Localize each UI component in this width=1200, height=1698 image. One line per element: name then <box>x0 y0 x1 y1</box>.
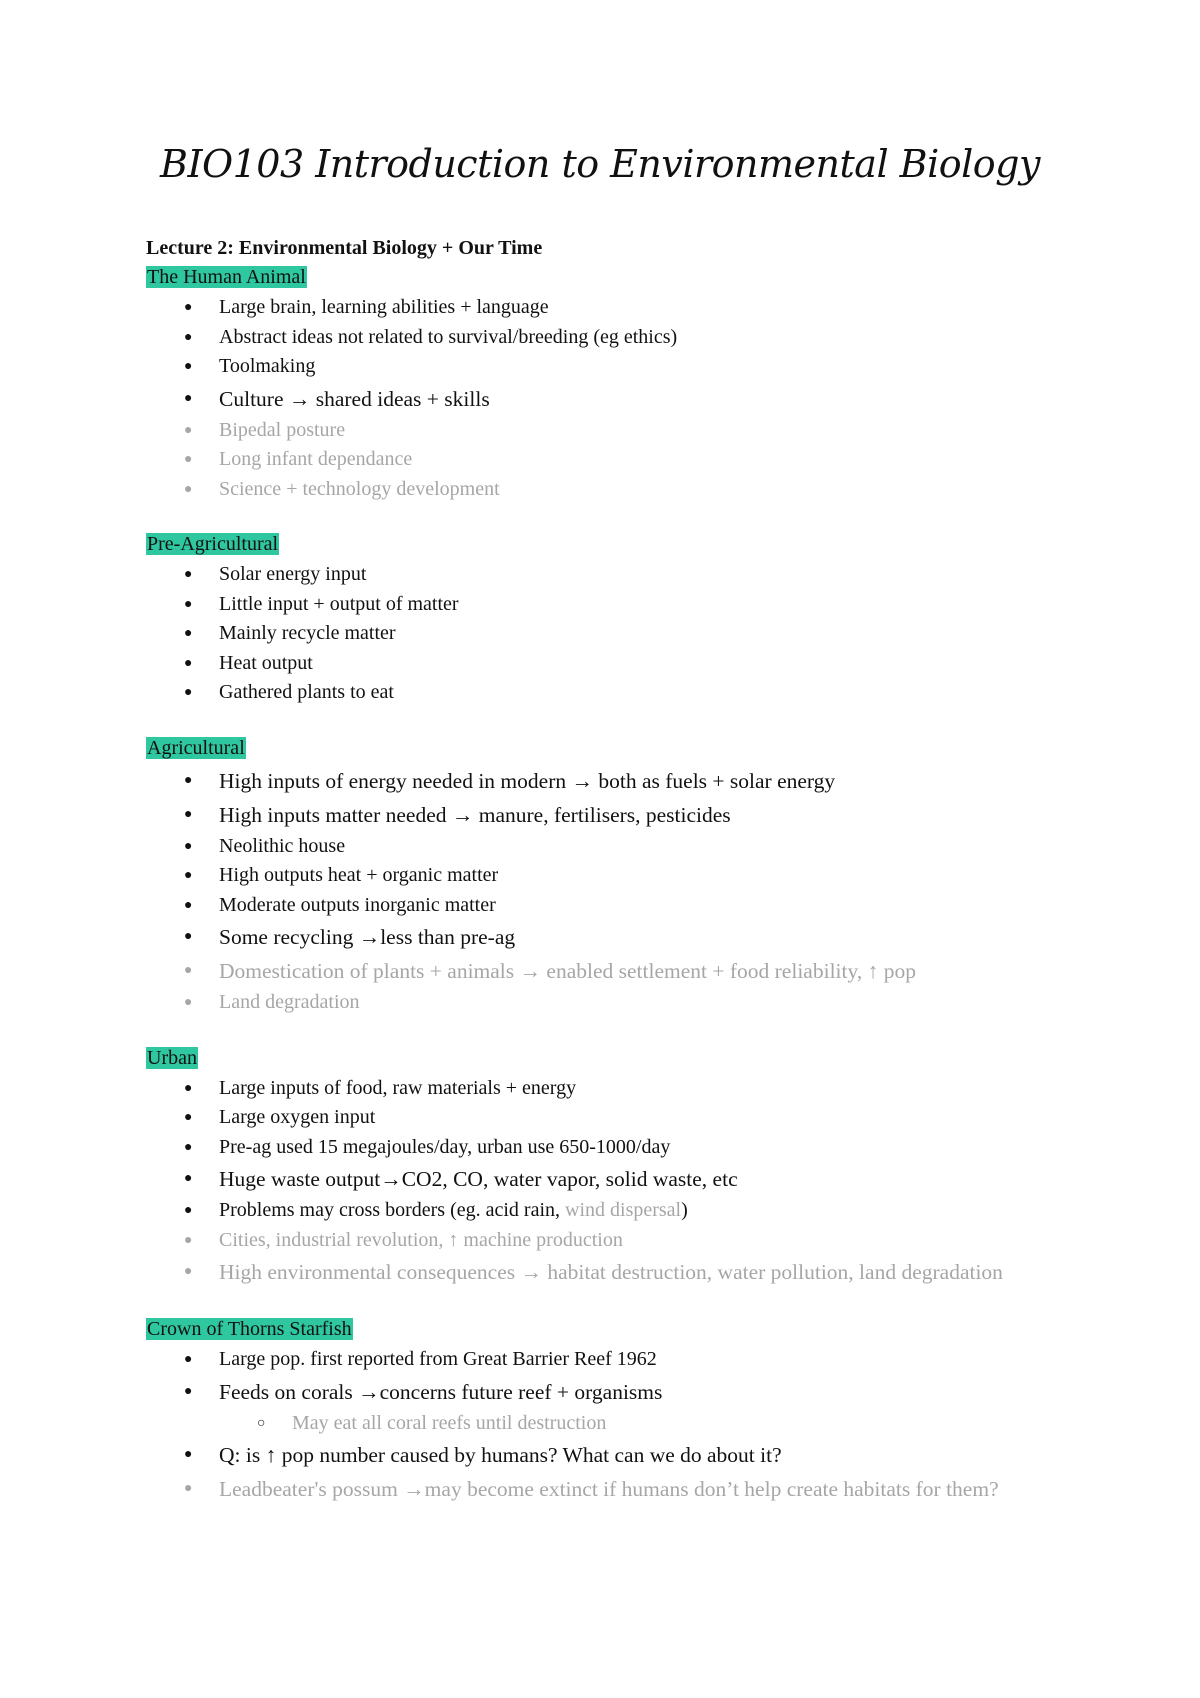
section-agricultural <box>146 734 1106 1018</box>
section-human-animal <box>146 263 1106 504</box>
bullet-list <box>146 764 1106 1018</box>
sub-list-item: ○ May eat all coral reefs until destruction <box>146 1409 1106 1439</box>
list-item-text-gray: wind dispersal <box>565 1199 682 1221</box>
list-item: ● Abstract ideas not related to survival/breeding (eg ethics) <box>146 323 1106 353</box>
bullet-list <box>146 560 1106 708</box>
list-item: ● Mainly recycle matter <box>146 619 1106 649</box>
list-item-text: ) <box>681 1199 688 1221</box>
document-title: BIO103 Introduction to Environmental Biology <box>160 142 1040 186</box>
list-item: ● Toolmaking <box>146 352 1106 382</box>
list-item: ● High outputs heat + organic matter <box>146 861 1106 891</box>
section-heading: The Human Animal <box>147 266 306 288</box>
list-item: ● Huge waste output→CO2, CO, water vapor, solid waste, etc <box>146 1162 1106 1196</box>
list-item: ● Domestication of plants + animals → enabled settlement + food reliability, ↑ pop <box>146 954 1106 988</box>
section-heading: Urban <box>147 1046 197 1069</box>
section-heading: Pre-Agricultural <box>147 533 279 555</box>
list-item: ● Feeds on corals →concerns future reef + organisms <box>146 1375 1106 1409</box>
section-crown-of-thorns <box>146 1315 1106 1506</box>
list-item: ● Large oxygen input <box>146 1103 1106 1133</box>
list-item: ● Land degradation <box>146 988 1106 1018</box>
list-item: ● Leadbeater's possum →may become extinct if humans don’t help create habitats for them? <box>146 1472 1106 1506</box>
list-item: ● Heat output <box>146 649 1106 679</box>
section-urban <box>146 1044 1106 1290</box>
list-item: ● Q: is ↑ pop number caused by humans? What can we do about it? <box>146 1438 1106 1472</box>
list-item: ● Some recycling →less than pre-ag <box>146 920 1106 954</box>
list-item: ● Culture → shared ideas + skills <box>146 382 1106 416</box>
list-item: ● Moderate outputs inorganic matter <box>146 891 1106 921</box>
list-item: ● Large pop. first reported from Great Barrier Reef 1962 <box>146 1345 1106 1375</box>
section-heading: Agricultural <box>147 736 245 759</box>
list-item: ● High inputs of energy needed in modern → both as fuels + solar energy <box>146 764 1106 798</box>
list-item: ● Pre-ag used 15 megajoules/day, urban use 650-1000/day <box>146 1133 1106 1163</box>
bullet-list <box>146 293 1106 504</box>
list-item: ● Long infant dependance <box>146 445 1106 475</box>
list-item: ● Cities, industrial revolution, ↑ machine production <box>146 1226 1106 1256</box>
list-item-text: Problems may cross borders (eg. acid rain, <box>219 1199 566 1221</box>
section-heading: Crown of Thorns Starfish <box>147 1318 352 1340</box>
list-item: ● Neolithic house <box>146 832 1106 862</box>
list-item <box>146 1196 1106 1226</box>
section-pre-agricultural <box>146 530 1106 708</box>
bullet-list <box>146 1074 1106 1290</box>
bullet-list <box>146 1345 1106 1506</box>
lecture-heading: Lecture 2: Environmental Biology + Our Time <box>146 237 543 259</box>
document-body <box>146 233 1106 1532</box>
list-item: ● Large brain, learning abilities + language <box>146 293 1106 323</box>
list-item: ● Bipedal posture <box>146 416 1106 446</box>
list-item: ● Large inputs of food, raw materials + energy <box>146 1074 1106 1104</box>
list-item: ● Science + technology development <box>146 475 1106 505</box>
list-item: ● High inputs matter needed → manure, fertilisers, pesticides <box>146 798 1106 832</box>
list-item: ● Solar energy input <box>146 560 1106 590</box>
list-item: ● Gathered plants to eat <box>146 678 1106 708</box>
list-item: ● High environmental consequences → habitat destruction, water pollution, land degradation <box>146 1255 1106 1289</box>
list-item: ● Little input + output of matter <box>146 590 1106 620</box>
